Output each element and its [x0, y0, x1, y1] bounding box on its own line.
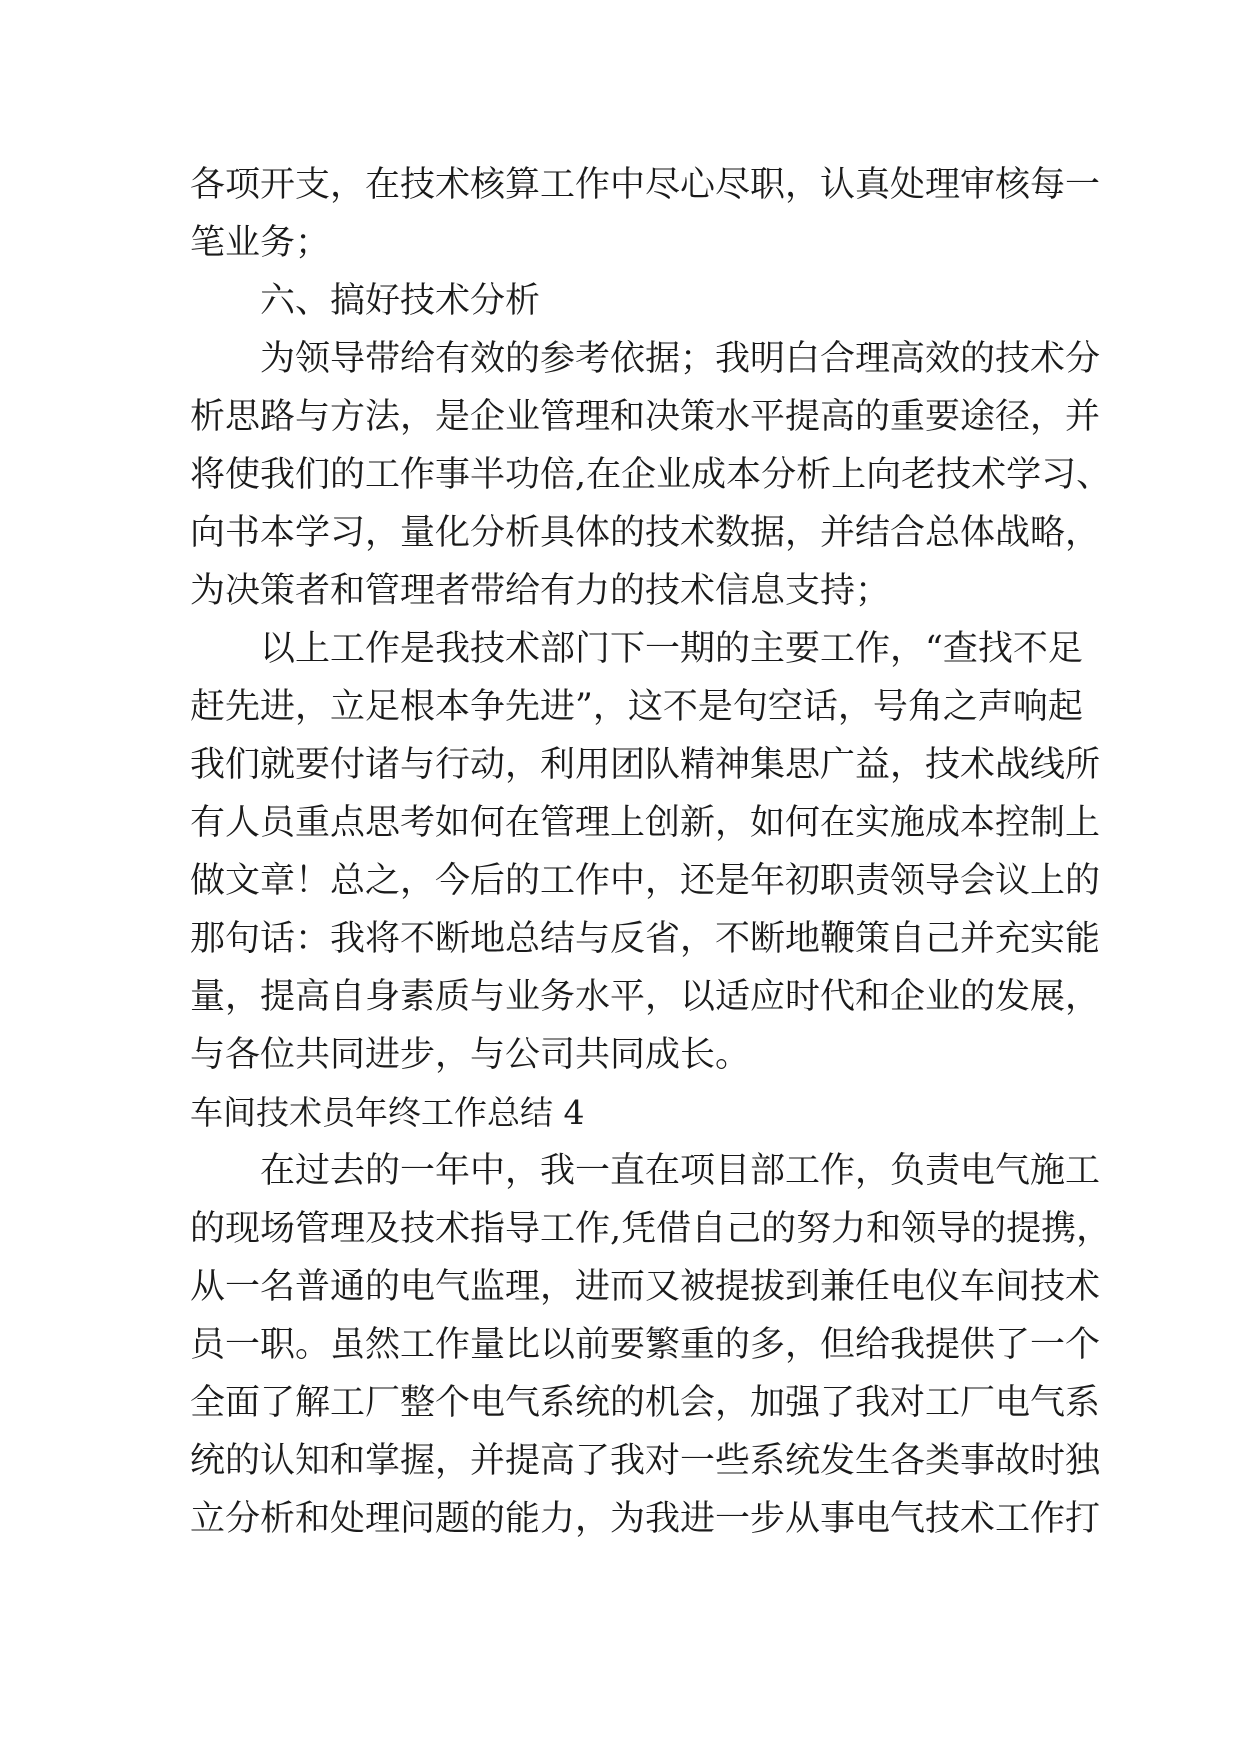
text-line: 统的认知和掌握，并提高了我对一些系统发生各类事故时独: [190, 1441, 1101, 1481]
text-line: 立分析和处理问题的能力，为我进一步从事电气技术工作打: [190, 1499, 1101, 1539]
text-line: 析思路与方法，是企业管理和决策水平提高的重要途径，并: [190, 397, 1101, 437]
text-line: 员一职。虽然工作量比以前要繁重的多，但给我提供了一个: [190, 1325, 1101, 1365]
text-line: 在过去的一年中，我一直在项目部工作，负责电气施工: [260, 1151, 1101, 1191]
document-body: [190, 156, 1112, 1548]
text-line: 与各位共同进步，与公司共同成长。: [190, 1035, 751, 1075]
text-line: 的现场管理及技术指导工作,凭借自己的努力和领导的提携，: [190, 1209, 1112, 1249]
text-line: 为领导带给有效的参考依据；我明白合理高效的技术分: [260, 339, 1101, 379]
document-title: 车间技术员年终工作总结 4: [190, 1093, 585, 1132]
section-heading: 六、搞好技术分析: [260, 281, 541, 321]
text-line: 有人员重点思考如何在管理上创新，如何在实施成本控制上: [190, 803, 1101, 843]
text-line: 做文章！总之，今后的工作中，还是年初职责领导会议上的: [190, 861, 1101, 901]
text-line: 从一名普通的电气监理，进而又被提拔到兼任电仪车间技术: [190, 1267, 1101, 1307]
text-line: 那句话：我将不断地总结与反省，不断地鞭策自己并充实能: [190, 919, 1101, 959]
text-line: 为决策者和管理者带给有力的技术信息支持；: [190, 571, 891, 611]
text-line: 我们就要付诸与行动，利用团队精神集思广益，技术战线所: [190, 745, 1101, 785]
text-line: 量，提高自身素质与业务水平，以适应时代和企业的发展，: [190, 977, 1101, 1017]
text-line: 向书本学习，量化分析具体的技术数据，并结合总体战略，: [190, 513, 1101, 553]
text-line: 以上工作是我技术部门下一期的主要工作，“查找不足: [260, 629, 1083, 669]
text-line: 将使我们的工作事半功倍,在企业成本分析上向老技术学习、: [190, 455, 1112, 495]
text-line: 各项开支，在技术核算工作中尽心尽职，认真处理审核每一: [190, 165, 1101, 205]
text-line: 全面了解工厂整个电气系统的机会，加强了我对工厂电气系: [190, 1383, 1101, 1423]
text-line: 笔业务；: [190, 223, 331, 263]
text-line: 赶先进，立足根本争先进”，这不是句空话，号角之声响起: [190, 687, 1083, 727]
